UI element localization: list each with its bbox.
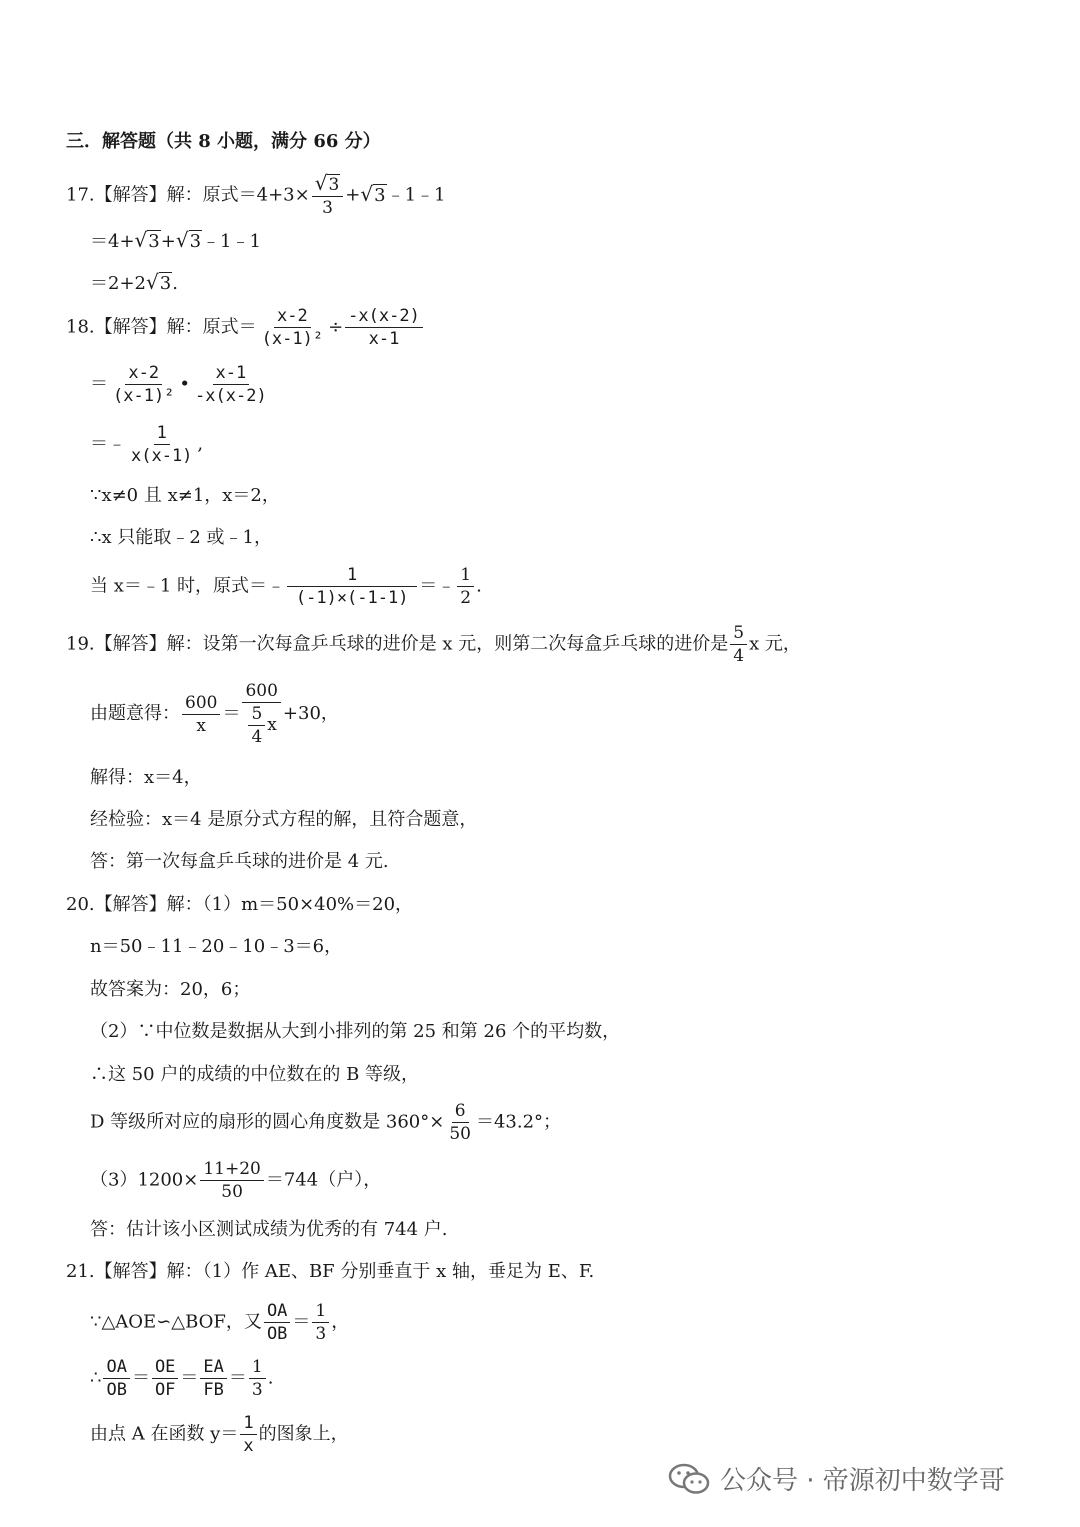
q18-line4: ∵x≠0 且 x≠1，x＝2， bbox=[90, 485, 280, 506]
q19-line2: 由题意得： $\frac{600}{x}$ ＝ 600 $\frac{5}{4}$ x +30， bbox=[90, 681, 339, 747]
q17-l1b: + bbox=[345, 184, 361, 206]
q18-line1: 18.【解答】解：原式＝ $\frac{x-2}{\text{(x-1)²}}$ ÷ $\frac{-x(x-2)}{x-1}$ bbox=[66, 305, 425, 350]
q20-line6: D 等级所对应的扇形的圆心角度数是 360°× $\frac{6}{50}$ ＝43.2°； bbox=[90, 1101, 562, 1144]
q17-l1c: ﹣1﹣1 bbox=[386, 184, 446, 206]
q20-line2: n＝50﹣11﹣20﹣10﹣3＝6， bbox=[90, 936, 343, 957]
q18-line3: ＝﹣ $\frac{1}{x(x-1)}$ , bbox=[90, 423, 204, 466]
wechat-icon bbox=[668, 1462, 712, 1496]
q17-number: 17.【解答】解： bbox=[66, 184, 203, 206]
q17-line3: ＝2+2√3. bbox=[90, 270, 178, 294]
q17-sqrt: √3 bbox=[360, 181, 386, 206]
q19-line3: 解得：x＝4， bbox=[90, 767, 202, 788]
q17-line2: ＝4+√3+√3﹣1﹣1 bbox=[90, 228, 261, 252]
q21-line2: ∵△AOE∽△BOF，又 $\frac{OA}{OB}$ ＝ $\frac{1}{3}$ ， bbox=[90, 1301, 350, 1344]
q20-line8: 答：估计该小区测试成绩为优秀的有 744 户. bbox=[90, 1219, 448, 1240]
q19-line5: 答：第一次每盒乒乓球的进价是 4 元. bbox=[90, 851, 389, 872]
q19-line1: 19.【解答】解：设第一次每盒乒乓球的进价是 x 元，则第二次每盒乒乓球的进价是 $\frac{5}{4}$ x 元， bbox=[66, 623, 801, 666]
watermark-text: 公众号 · 帝源初中数学哥 bbox=[720, 1466, 1005, 1496]
q17-line1 bbox=[66, 172, 446, 219]
q20-line5: ∴这 50 户的成绩的中位数在的 B 等级， bbox=[90, 1064, 420, 1085]
q19-line4: 经检验：x＝4 是原分式方程的解，且符合题意， bbox=[90, 809, 478, 830]
q20-line4: （2）∵中位数是数据从大到小排列的第 25 和第 26 个的平均数， bbox=[90, 1021, 621, 1042]
q20-line1: 20.【解答】解：（1）m＝50×40%＝20， bbox=[66, 894, 414, 915]
q21-line1: 21.【解答】解：（1）作 AE、BF 分别垂直于 x 轴，垂足为 E、F. bbox=[66, 1261, 595, 1282]
q18-line5: ∴x 只能取﹣2 或﹣1， bbox=[90, 527, 272, 548]
q17-fraction: $\frac{√3}{3}$ bbox=[312, 172, 344, 219]
q21-line3: ∴ $\frac{OA}{OB}$ ＝ $\frac{OE}{OF}$ ＝ $\frac{EA}{FB}$ ＝ $\frac{1}{3}$ . bbox=[90, 1357, 274, 1400]
section-heading: 三．解答题（共 8 小题，满分 66 分） bbox=[66, 131, 381, 152]
q18-line6: 当 x＝﹣1 时，原式＝﹣ $\frac{1}{(-1)\times(-1-1)}$ ＝﹣ $\frac{1}{2}$ . bbox=[90, 565, 482, 608]
q20-line3: 故答案为：20，6； bbox=[90, 979, 251, 1000]
q17-l1a: 原式＝4+3× bbox=[202, 184, 310, 206]
q20-line7: （3）1200× $\frac{11+20}{50}$ ＝744（户）， bbox=[90, 1159, 382, 1202]
watermark bbox=[668, 1460, 1005, 1497]
q18-line2: ＝ $\frac{x-2}{\text{(x-1)²}}$ • $\frac{x-1}{-x(x-2)}$ bbox=[90, 363, 267, 406]
q21-line4: 由点 A 在函数 y＝ $\frac{1}{x}$ 的图象上， bbox=[90, 1413, 349, 1456]
